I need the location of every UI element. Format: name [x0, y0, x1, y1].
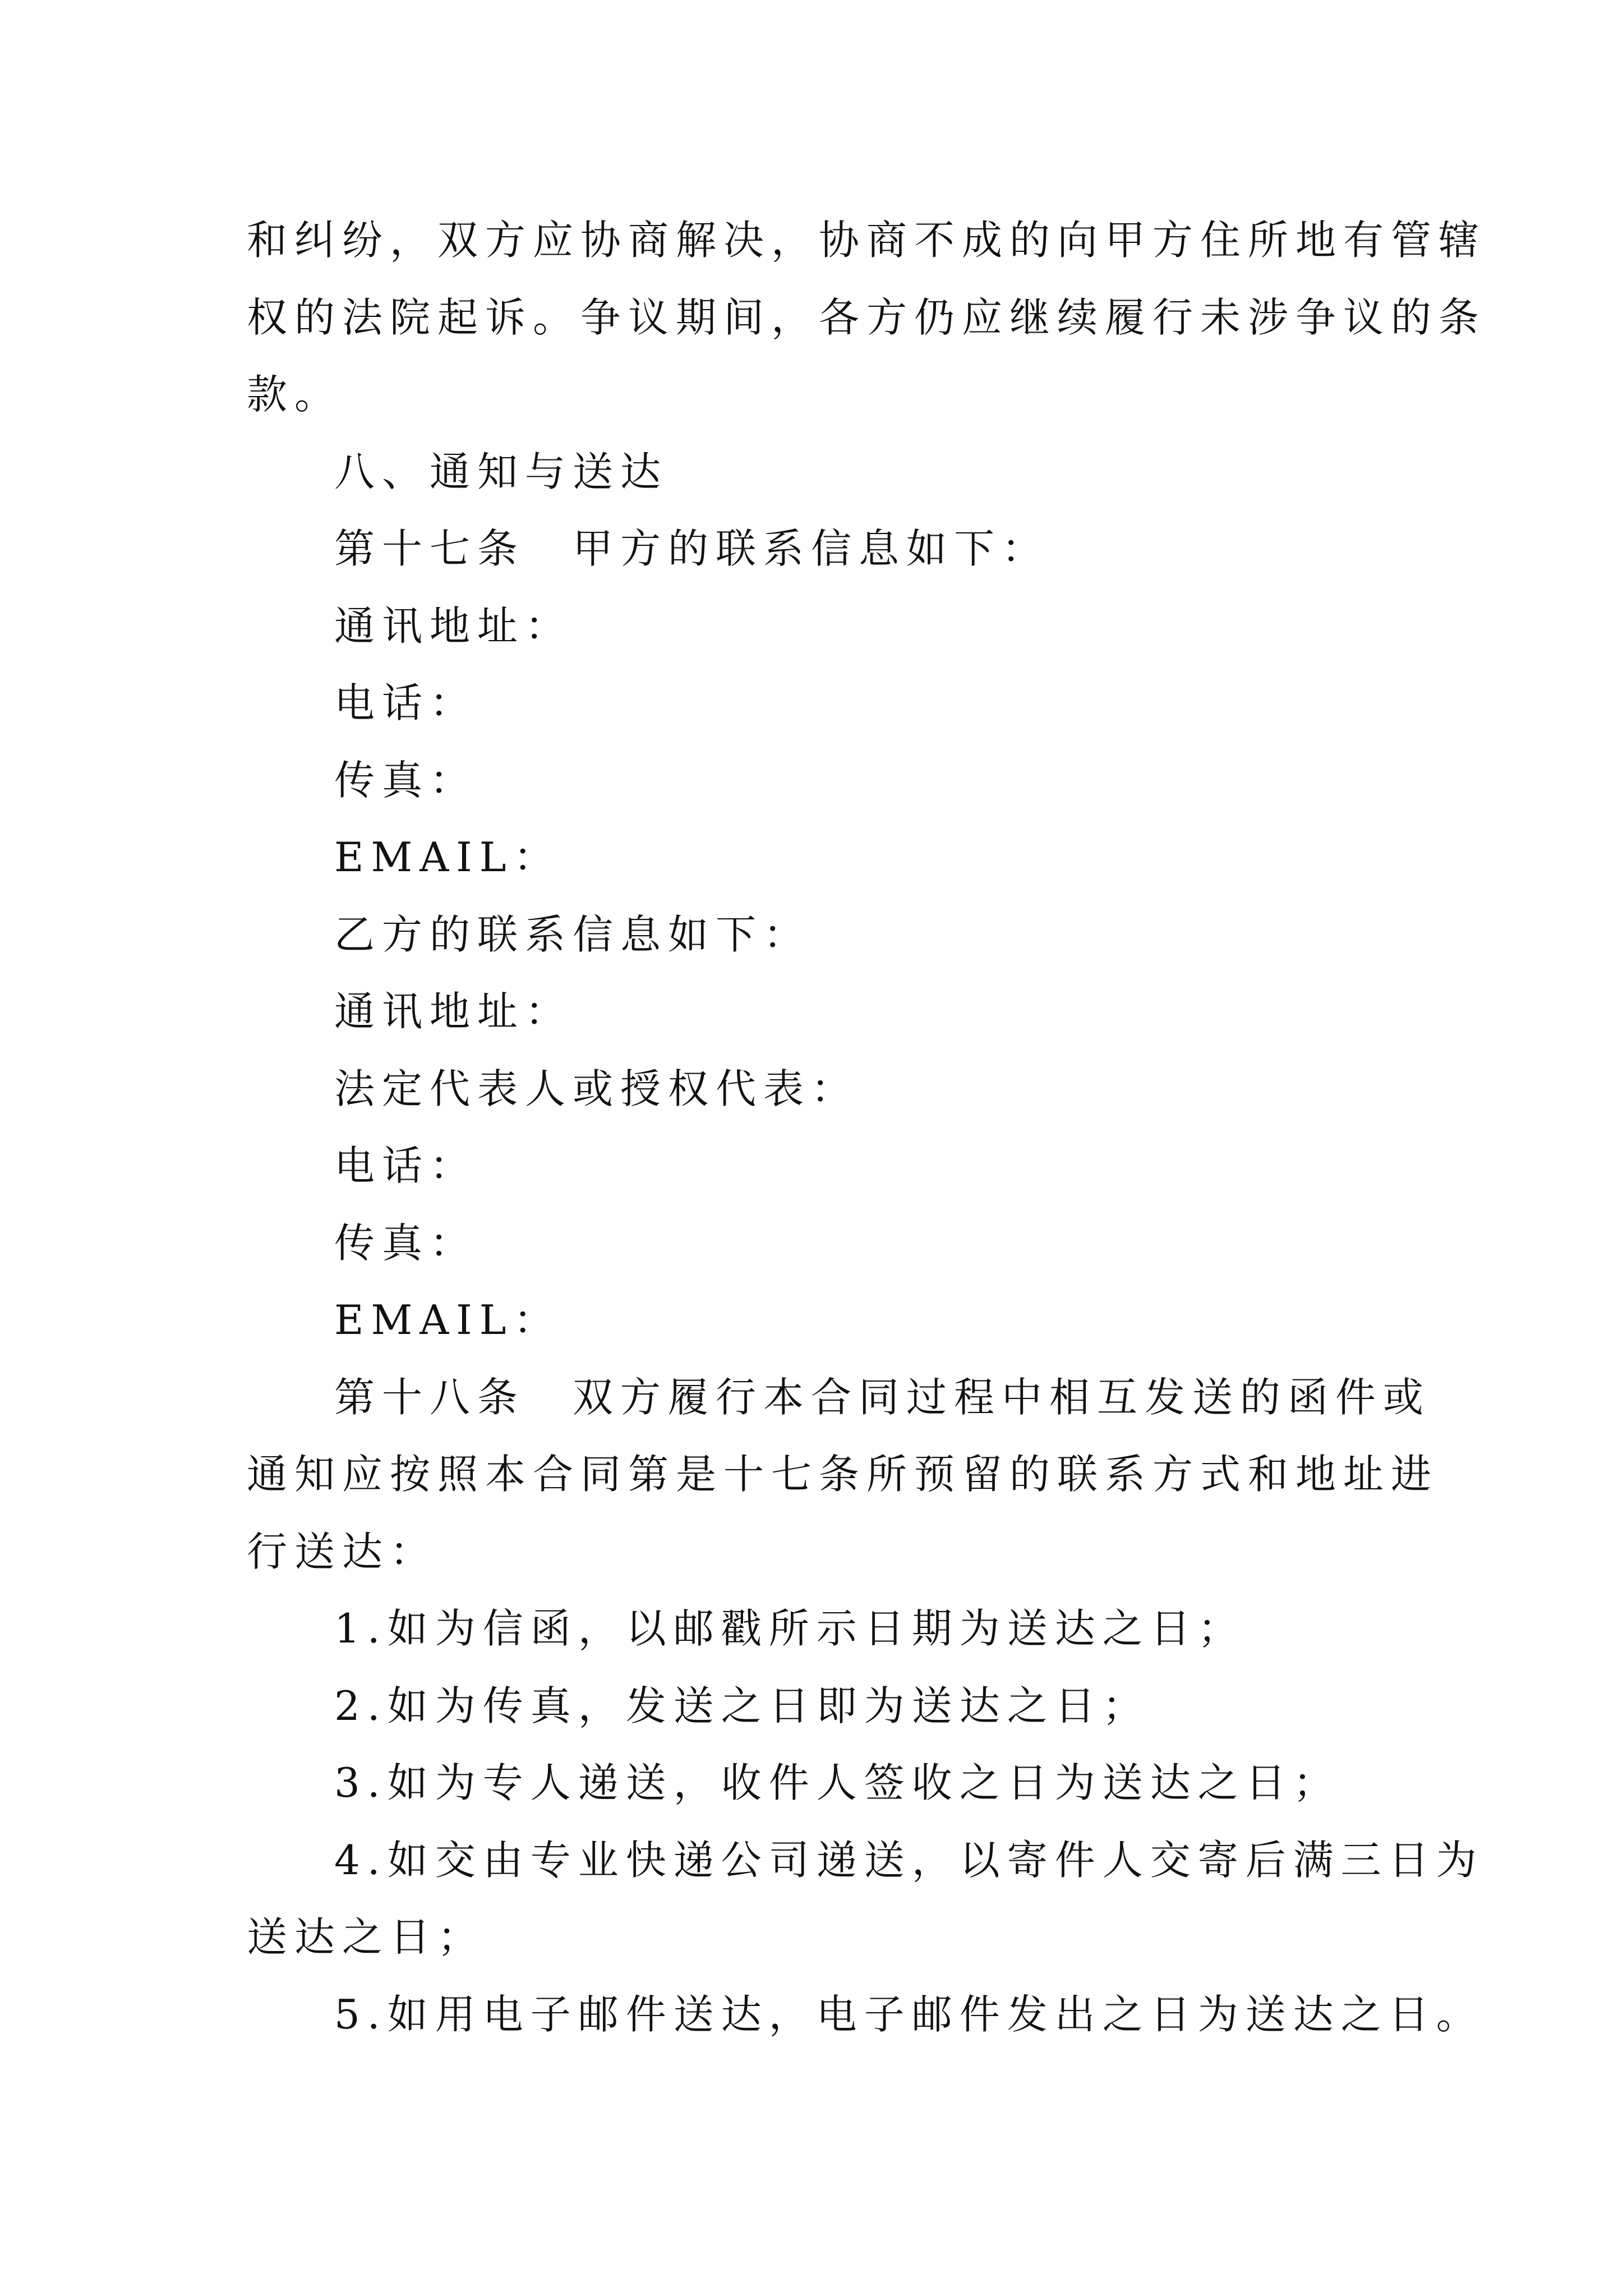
paragraph-line: 送达之日；	[247, 1913, 486, 1961]
paragraph-line: 和纠纷，双方应协商解决，协商不成的向甲方住所地有管辖	[247, 217, 1487, 264]
party-a-address-label: 通讯地址：	[334, 602, 573, 650]
section-heading: 八、通知与送达	[334, 448, 668, 495]
paragraph-line: 通知应按照本合同第是十七条所预留的联系方式和地址进	[247, 1451, 1439, 1498]
article-18-heading: 第十八条 双方履行本合同过程中相互发送的函件或	[334, 1373, 1431, 1421]
list-item: 4.如交由专业快递公司递送，以寄件人交寄后满三日为	[334, 1836, 1484, 1884]
party-a-phone-label: 电话：	[334, 679, 478, 726]
party-b-contact-heading: 乙方的联系信息如下：	[334, 910, 811, 958]
paragraph-line: 权的法院起诉。争议期间，各方仍应继续履行未涉争议的条	[247, 293, 1487, 341]
list-item: 5.如用电子邮件送达，电子邮件发出之日为送达之日。	[334, 1990, 1484, 2038]
party-b-fax-label: 传真：	[334, 1219, 478, 1267]
paragraph-line: 行送达：	[247, 1527, 438, 1575]
party-b-address-label: 通讯地址：	[334, 988, 573, 1035]
article-17-heading: 第十七条 甲方的联系信息如下：	[334, 525, 1050, 572]
paragraph-line: 款。	[247, 371, 343, 418]
party-a-email-label: EMAIL：	[334, 834, 561, 881]
party-b-phone-label: 电话：	[334, 1142, 478, 1189]
party-b-email-label: EMAIL：	[334, 1296, 561, 1343]
party-b-representative-label: 法定代表人或授权代表：	[334, 1065, 859, 1112]
list-item: 1.如为信函，以邮戳所示日期为送达之日；	[334, 1605, 1246, 1652]
list-item: 2.如为传真，发送之日即为送达之日；	[334, 1682, 1150, 1729]
party-a-fax-label: 传真：	[334, 756, 478, 804]
list-item: 3.如为专人递送，收件人签收之日为送达之日；	[334, 1759, 1341, 1806]
document-body	[247, 202, 1487, 2053]
